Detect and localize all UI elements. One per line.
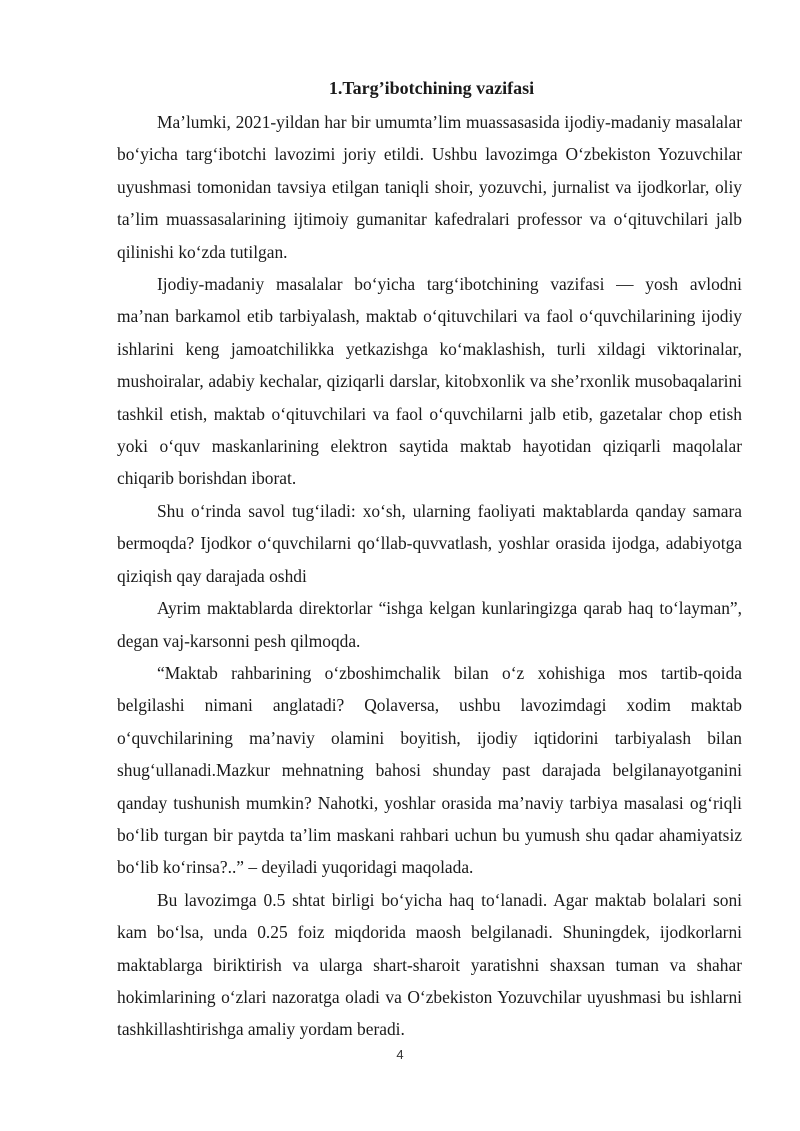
paragraph-4: Ayrim maktablarda direktorlar “ishga kelgan kunlaringizga qarab haq to‘layman”, degan vaj-karsonni pesh qilmoqda. (117, 598, 742, 651)
page-body (117, 76, 742, 1046)
paragraph-1: Ma’lumki, 2021-yildan har bir umumta’lim muassasasida ijodiy-madaniy masalalar bo‘yicha targ‘ibotchi lavozimi joriy etildi. Ushbu lavozimga O‘zbekiston Yozuvchilar uyushmasi tomonidan tavsiya etilgan taniqli shoir, yozuvchi, jurnalist va ijodkorlar, oliy ta’lim muassasalarining ijtimoiy gumanitar kafedralari professor va o‘qituvchilari jalb qilinishi ko‘zda tutilgan. (117, 112, 742, 262)
page-number: 4 (396, 1047, 404, 1062)
paragraph-5: “Maktab rahbarining o‘zboshimchalik bilan o‘z xohishiga mos tartib-qoida belgilashi nimani anglatadi? Qolaversa, ushbu lavozimdagi xodim maktab o‘quvchilarining ma’naviy olamini boyitish, ijodiy iqtidorini tarbiyalash bilan shug‘ullanadi.Mazkur mehnatning bahosi shunday past darajada belgilanayotganini qanday tushunish mumkin? Nahotki, yoshlar orasida ma’naviy tarbiya masalasi og‘riqli bo‘lib turgan bir paytda ta’lim maskani rahbari uchun bu yumush shu qadar ahamiyatsiz bo‘lib ko‘rinsa?..” – deyiladi yuqoridagi maqolada. (117, 662, 742, 878)
paragraph-2: Ijodiy-madaniy masalalar bo‘yicha targ‘ibotchining vazifasi — yosh avlodni ma’nan barkamol etib tarbiyalash, maktab o‘qituvchilari va faol o‘quvchilarining ijodiy ishlarini keng jamoatchilikka yetkazishga ko‘maklashish, turli xildagi viktorinalar, mushoiralar, adabiy kechalar, qiziqarli darslar, kitobxonlik va she’rxonlik musobaqalarini tashkil etish, maktab o‘qituvchilari va faol o‘quvchilarni jalb etib, gazetalar chop etish yoki o‘quv maskanlarining elektron saytida maktab hayotidan qiziqarli maqolalar chiqarib borishdan iborat. (117, 274, 742, 489)
paragraph-3: Shu o‘rinda savol tug‘iladi: xo‘sh, ularning faoliyati maktablarda qanday samara bermoqda? Ijodkor o‘quvchilarni qo‘llab-quvvatlash, yoshlar orasida ijodga, adabiyotga qiziqish qay darajada oshdi (117, 500, 742, 586)
section-title: 1.Targ’ibotchining vazifasi (328, 78, 535, 98)
paragraph-6: Bu lavozimga 0.5 shtat birligi bo‘yicha haq to‘lanadi. Agar maktab bolalari soni kam bo‘lsa, unda 0.25 foiz miqdorida maosh belgilanadi. Shuningdek, ijodkorlarni maktablarga biriktirish va ularga shart-sharoit yaratishni shaxsan tuman va shahar hokimlarining o‘zlari nazoratga oladi va O‘zbekiston Yozuvchilar uyushmasi bu ishlarni tashkillashtirishga amaliy yordam beradi. (117, 889, 742, 1040)
